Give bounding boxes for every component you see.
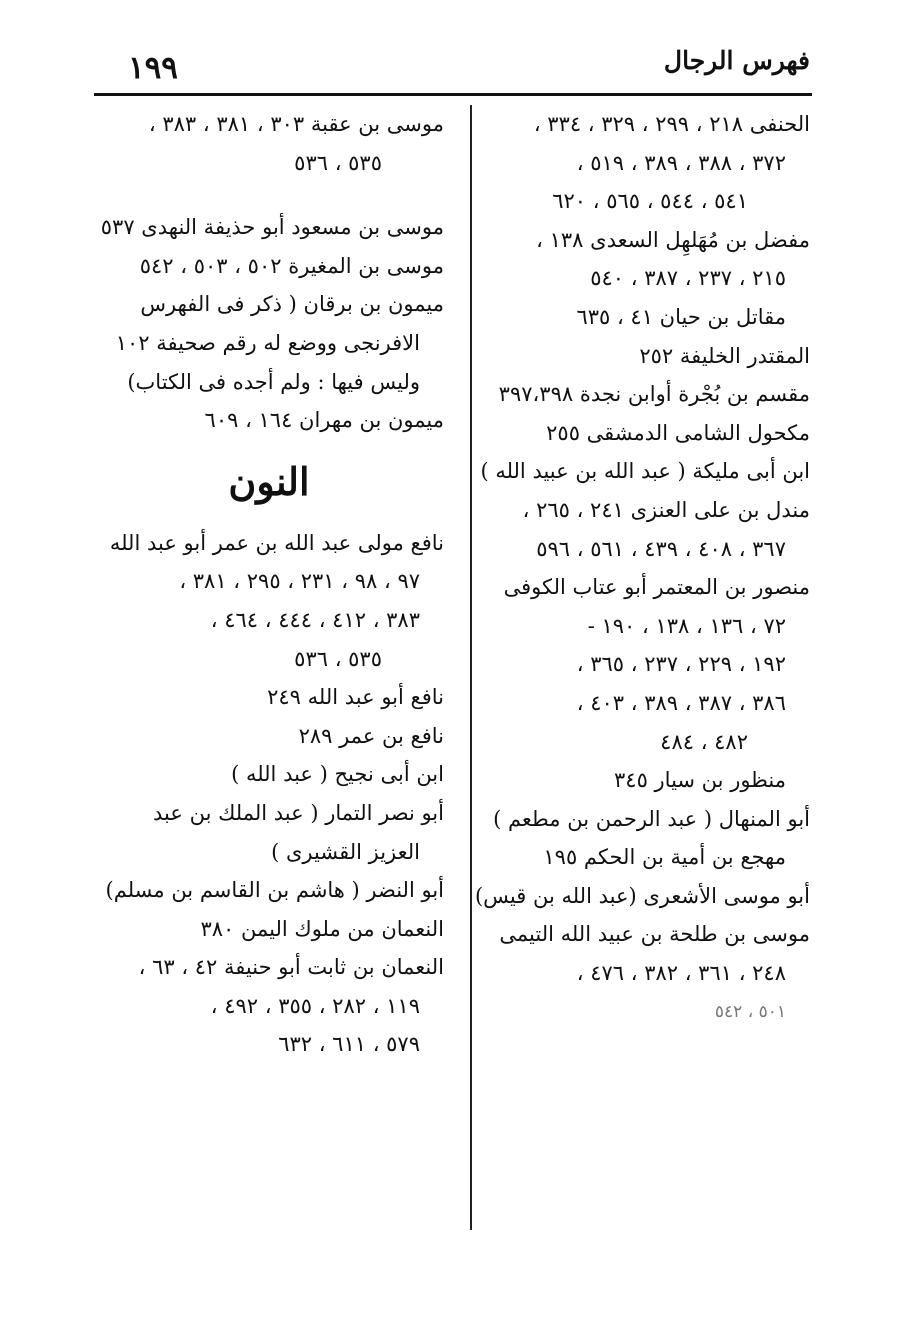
index-entry: النعمان من ملوك اليمن ٣٨٠ — [200, 916, 444, 941]
index-entry: منظور بن سيار ٣٤٥ — [614, 768, 786, 793]
running-title: فهرس الرجال — [663, 46, 810, 75]
index-entry: موسى بن طلحة بن عبيد الله التيمى — [499, 922, 810, 947]
index-entry-continuation: ٥٣٥ ، ٥٣٦ — [294, 646, 382, 671]
section-heading: النون — [228, 458, 310, 504]
index-entry-continuation: ٣٧٢ ، ٣٨٨ ، ٣٨٩ ، ٥١٩ ، — [576, 150, 786, 175]
index-entry: الحنفى ٢١٨ ، ٢٩٩ ، ٣٢٩ ، ٣٣٤ ، — [533, 112, 810, 136]
index-entry-continuation: ٥٤١ ، ٥٤٤ ، ٥٦٥ ، ٦٢٠ — [552, 189, 748, 214]
index-entry: مقاتل بن حيان ٤١ ، ٦٣٥ — [576, 304, 786, 329]
index-entry: مكحول الشامى الدمشقى ٢٥٥ — [546, 420, 810, 445]
index-entry-continuation: ٧٢ ، ١٣٦ ، ١٣٨ ، ١٩٠ - — [587, 613, 786, 638]
index-entry: نافع أبو عبد الله ٢٤٩ — [267, 685, 444, 710]
index-entry-continuation: ٥٠١ ، ٥٤٢ — [714, 1001, 786, 1022]
right-column — [474, 105, 810, 1031]
index-entry: ابن أبى نجيح ( عبد الله ) — [231, 762, 444, 787]
index-entry-continuation: ٤٨٢ ، ٤٨٤ — [660, 729, 748, 754]
index-entry: النعمان بن ثابت أبو حنيفة ٤٢ ، ٦٣ ، — [138, 955, 444, 980]
index-entry-continuation: الافرنجى ووضع له رقم صحيفة ١٠٢ — [115, 330, 420, 355]
index-entry-continuation: ٢٤٨ ، ٣٦١ ، ٣٨٢ ، ٤٧٦ ، — [576, 961, 786, 986]
index-entry-continuation: وليس فيها : ولم أجده فى الكتاب) — [127, 369, 420, 394]
index-entry: أبو المنهال ( عبد الرحمن بن مطعم ) — [493, 806, 810, 831]
index-entry: ابن أبى مليكة ( عبد الله بن عبيد الله ) — [480, 459, 810, 484]
index-entry-continuation: ٢١٥ ، ٢٣٧ ، ٣٨٧ ، ٥٤٠ — [590, 266, 786, 291]
index-entry-continuation: ٥٣٥ ، ٥٣٦ — [294, 150, 382, 175]
header-rule — [94, 93, 812, 96]
index-entry-continuation: ٣٨٦ ، ٣٨٧ ، ٣٨٩ ، ٤٠٣ ، — [576, 690, 786, 715]
index-entry: المقتدر الخليفة ٢٥٢ — [639, 343, 810, 368]
index-entry: أبو النضر ( هاشم بن القاسم بن مسلم) — [105, 878, 444, 903]
index-entry-continuation: ٣٦٧ ، ٤٠٨ ، ٤٣٩ ، ٥٦١ ، ٥٩٦ — [536, 536, 786, 561]
index-entry-continuation: ٣٨٣ ، ٤١٢ ، ٤٤٤ ، ٤٦٤ ، — [210, 607, 420, 632]
index-entry: مفضل بن مُهَلهِل السعدى ١٣٨ ، — [536, 227, 810, 252]
page-number: ١٩٩ — [128, 50, 178, 86]
index-entry: ميمون بن مهران ١٦٤ ، ٦٠٩ — [204, 408, 444, 433]
index-entry: منصور بن المعتمر أبو عتاب الكوفى — [503, 575, 810, 600]
column-divider — [470, 105, 472, 1230]
index-entry: نافع بن عمر ٢٨٩ — [298, 723, 444, 748]
index-entry: موسى بن مسعود أبو حذيفة النهدى ٥٣٧ — [100, 215, 444, 240]
index-entry: مقسم بن بُجْرة أوابن نجدة ٣٩٧،٣٩٨ — [498, 382, 810, 407]
index-entry: أبو موسى الأشعرى (عبد الله بن قيس) — [474, 883, 810, 908]
index-entry-continuation: ٩٧ ، ٩٨ ، ٢٣١ ، ٢٩٥ ، ٣٨١ ، — [179, 569, 420, 594]
index-entry-continuation: ٥٧٩ ، ٦١١ ، ٦٣٢ — [278, 1032, 420, 1057]
index-entry: موسى بن عقبة ٣٠٣ ، ٣٨١ ، ٣٨٣ ، — [148, 112, 444, 136]
index-entry: مندل بن على العنزى ٢٤١ ، ٢٦٥ ، — [522, 497, 810, 522]
left-column — [94, 105, 444, 1064]
index-entry: مهجع بن أمية بن الحكم ١٩٥ — [543, 845, 786, 870]
index-entry-continuation: ١١٩ ، ٢٨٢ ، ٣٥٥ ، ٤٩٢ ، — [210, 993, 420, 1018]
index-entry: نافع مولى عبد الله بن عمر أبو عبد الله — [109, 530, 444, 555]
index-entry-continuation: ١٩٢ ، ٢٢٩ ، ٢٣٧ ، ٣٦٥ ، — [576, 652, 786, 677]
index-entry: ميمون بن برقان ( ذكر فى الفهرس — [140, 292, 444, 317]
index-entry-continuation: العزيز القشيرى ) — [271, 839, 420, 864]
index-entry: أبو نصر التمار ( عبد الملك بن عبد — [153, 800, 444, 825]
index-entry: موسى بن المغيرة ٥٠٢ ، ٥٠٣ ، ٥٤٢ — [139, 253, 444, 278]
